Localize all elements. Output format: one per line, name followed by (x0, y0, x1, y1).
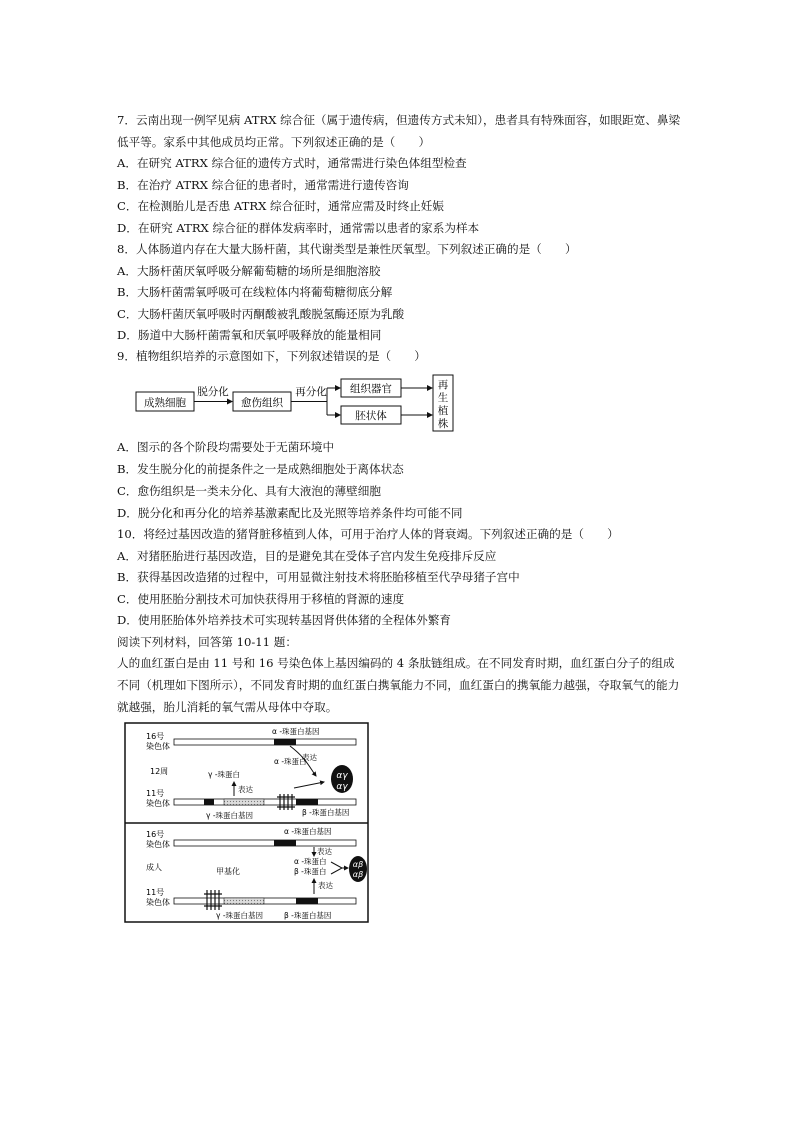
p1-gamma-protein-label: γ -珠蛋白 (208, 770, 241, 779)
reading-intro: 阅读下列材料，回答第 10-11 题： (117, 635, 297, 649)
p1-express-label-2: 表达 (238, 785, 253, 794)
p1-chr11-label-2: 染色体 (146, 799, 170, 808)
question-10-stem: 10．将经过基因改造的猪肾脏移植到人体，可用于治疗人体的肾衰竭。下列叙述正确的是（ ） (117, 527, 619, 541)
p2-beta-gene-label: β -珠蛋白基因 (284, 911, 332, 920)
q7-option-a: A．在研究 ATRX 综合征的遗传方式时，通常需进行染色体组型检查 (117, 156, 467, 170)
box-plant-char-1: 再 (437, 379, 449, 391)
box-plant-char-3: 植 (437, 405, 449, 417)
q8-option-a: A．大肠杆菌厌氧呼吸分解葡萄糖的场所是细胞溶胶 (117, 264, 381, 278)
p2-chr11-label-1: 11号 (146, 888, 165, 897)
p2-alpha-gene-label: α -珠蛋白基因 (284, 827, 332, 836)
tissue-culture-diagram (130, 372, 460, 434)
reading-paragraph: 人的血红蛋白是由 11 号和 16 号染色体上基因编码的 4 条肽链组成。在不同发育时期，血红蛋白分子的组成不同（机理如下图所示），不同发育时期的血红蛋白携氧能力不同，血红蛋白的携氧能力越强，夺取氧气的能力就越强，胎儿消耗的氧气需从母体中夺取。 (117, 656, 680, 714)
q8-option-d: D．肠道中大肠杆菌需氧和厌氧呼吸释放的能量相同 (117, 328, 382, 342)
box-plant-char-4: 株 (437, 418, 449, 430)
p2-methyl-label: 甲基化 (216, 867, 240, 876)
hemoglobin-figure (124, 722, 370, 924)
p2-gamma-gene-label: γ -珠蛋白基因 (216, 911, 264, 920)
question-7-stem: 7．云南出现一例罕见病 ATRX 综合征（属于遗传病，但遗传方式未知），患者具有特殊面容，如眼距宽、鼻梁低平等。家系中其他成员均正常。下列叙述正确的是（ ） (117, 113, 681, 149)
panel-12-weeks (146, 726, 356, 820)
q7-option-d: D．在研究 ATRX 综合征的群体发病率时，通常需以患者的家系为样本 (117, 221, 480, 235)
p1-chr11-label-1: 11号 (146, 789, 165, 798)
p2-beta-gene-block (296, 898, 318, 904)
p2-chr16 (174, 840, 356, 846)
p1-gamma-gene-dotted (224, 799, 264, 805)
q9-option-b: B．发生脱分化的前提条件之一是成熟细胞处于离体状态 (117, 462, 404, 476)
arrow-dedifferentiation-label: 脱分化 (197, 386, 229, 398)
q7-option-b: B．在治疗 ATRX 综合征的患者时，通常需进行遗传咨询 (117, 178, 409, 192)
q10-option-c: C．使用胚胎分割技术可加快获得用于移植的肾源的速度 (117, 592, 405, 606)
p2-express-label-2: 表达 (318, 881, 333, 890)
p1-beta-gene-label: β -珠蛋白基因 (302, 808, 350, 817)
box-plant-char-2: 生 (437, 392, 449, 404)
arrow-redifferentiation-label: 再分化 (295, 386, 327, 398)
p1-hb-1: αγ (336, 771, 348, 781)
q7-option-c: C．在检测胎儿是否患 ATRX 综合征时，通常应需及时终止妊娠 (117, 199, 444, 213)
q8-option-c: C．大肠杆菌厌氧呼吸时丙酮酸被乳酸脱氢酶还原为乳酸 (117, 307, 405, 321)
q10-option-b: B．获得基因改造猪的过程中，可用显微注射技术将胚胎移植至代孕母猪子宫中 (117, 570, 520, 584)
p1-gamma-gene-block (204, 799, 214, 805)
p1-chr16-label-1: 16号 (146, 732, 165, 741)
p2-hb-2: αβ (352, 870, 364, 879)
box-organ-label: 组织器官 (350, 383, 392, 395)
box-embryoid-label: 胚状体 (355, 410, 387, 422)
p1-stage-label: 12周 (150, 767, 169, 776)
p2-chr16-label-2: 染色体 (146, 840, 170, 849)
p1-alpha-gene-label: α -珠蛋白基因 (272, 727, 320, 736)
p2-alpha-gene-block (274, 840, 296, 846)
q9-option-d: D．脱分化和再分化的培养基激素配比及光照等培养条件均可能不同 (117, 506, 463, 520)
p1-chr11 (174, 799, 356, 805)
p1-express-label-1: 表达 (302, 753, 317, 762)
p2-express-label-1: 表达 (317, 847, 332, 856)
p1-hb-2: αγ (336, 782, 348, 792)
p1-alpha-protein-label: α -珠蛋白 (274, 757, 307, 766)
p2-alpha-protein-label: α -珠蛋白 (294, 857, 327, 866)
q8-option-b: B．大肠杆菌需氧呼吸可在线粒体内将葡萄糖彻底分解 (117, 285, 393, 299)
p2-chr11 (174, 898, 356, 904)
q9-option-c: C．愈伤组织是一类未分化、具有大液泡的薄壁细胞 (117, 484, 381, 498)
q10-option-d: D．使用胚胎体外培养技术可实现转基因肾供体猪的全程体外繁育 (117, 613, 451, 627)
p1-alpha-gene-block (274, 739, 296, 745)
p1-beta-gene-block (296, 799, 318, 805)
p1-chr16-label-2: 染色体 (146, 742, 170, 751)
panel-adult (146, 826, 367, 920)
q10-option-a: A．对猪胚胎进行基因改造，目的是避免其在受体子宫内发生免疫排斥反应 (117, 549, 497, 563)
box-mature-cell-label: 成熟细胞 (144, 397, 186, 409)
question-8-stem: 8．人体肠道内存在大量大肠杆菌，其代谢类型是兼性厌氧型。下列叙述正确的是（ ） (117, 242, 577, 256)
p2-stage-label: 成人 (146, 863, 162, 872)
p2-chr11-label-2: 染色体 (146, 898, 170, 907)
p2-gamma-gene-dotted (224, 898, 264, 904)
p2-hb-1: αβ (352, 860, 364, 869)
p1-chr16 (174, 739, 356, 745)
p1-gamma-gene-label: γ -珠蛋白基因 (206, 811, 254, 820)
question-9-stem: 9．植物组织培养的示意图如下，下列叙述错误的是（ ） (117, 349, 426, 363)
box-callus-label: 愈伤组织 (241, 397, 283, 409)
p2-chr16-label-1: 16号 (146, 830, 165, 839)
q9-option-a: A．图示的各个阶段均需要处于无菌环境中 (117, 440, 335, 454)
p2-beta-protein-label: β -珠蛋白 (294, 867, 327, 876)
